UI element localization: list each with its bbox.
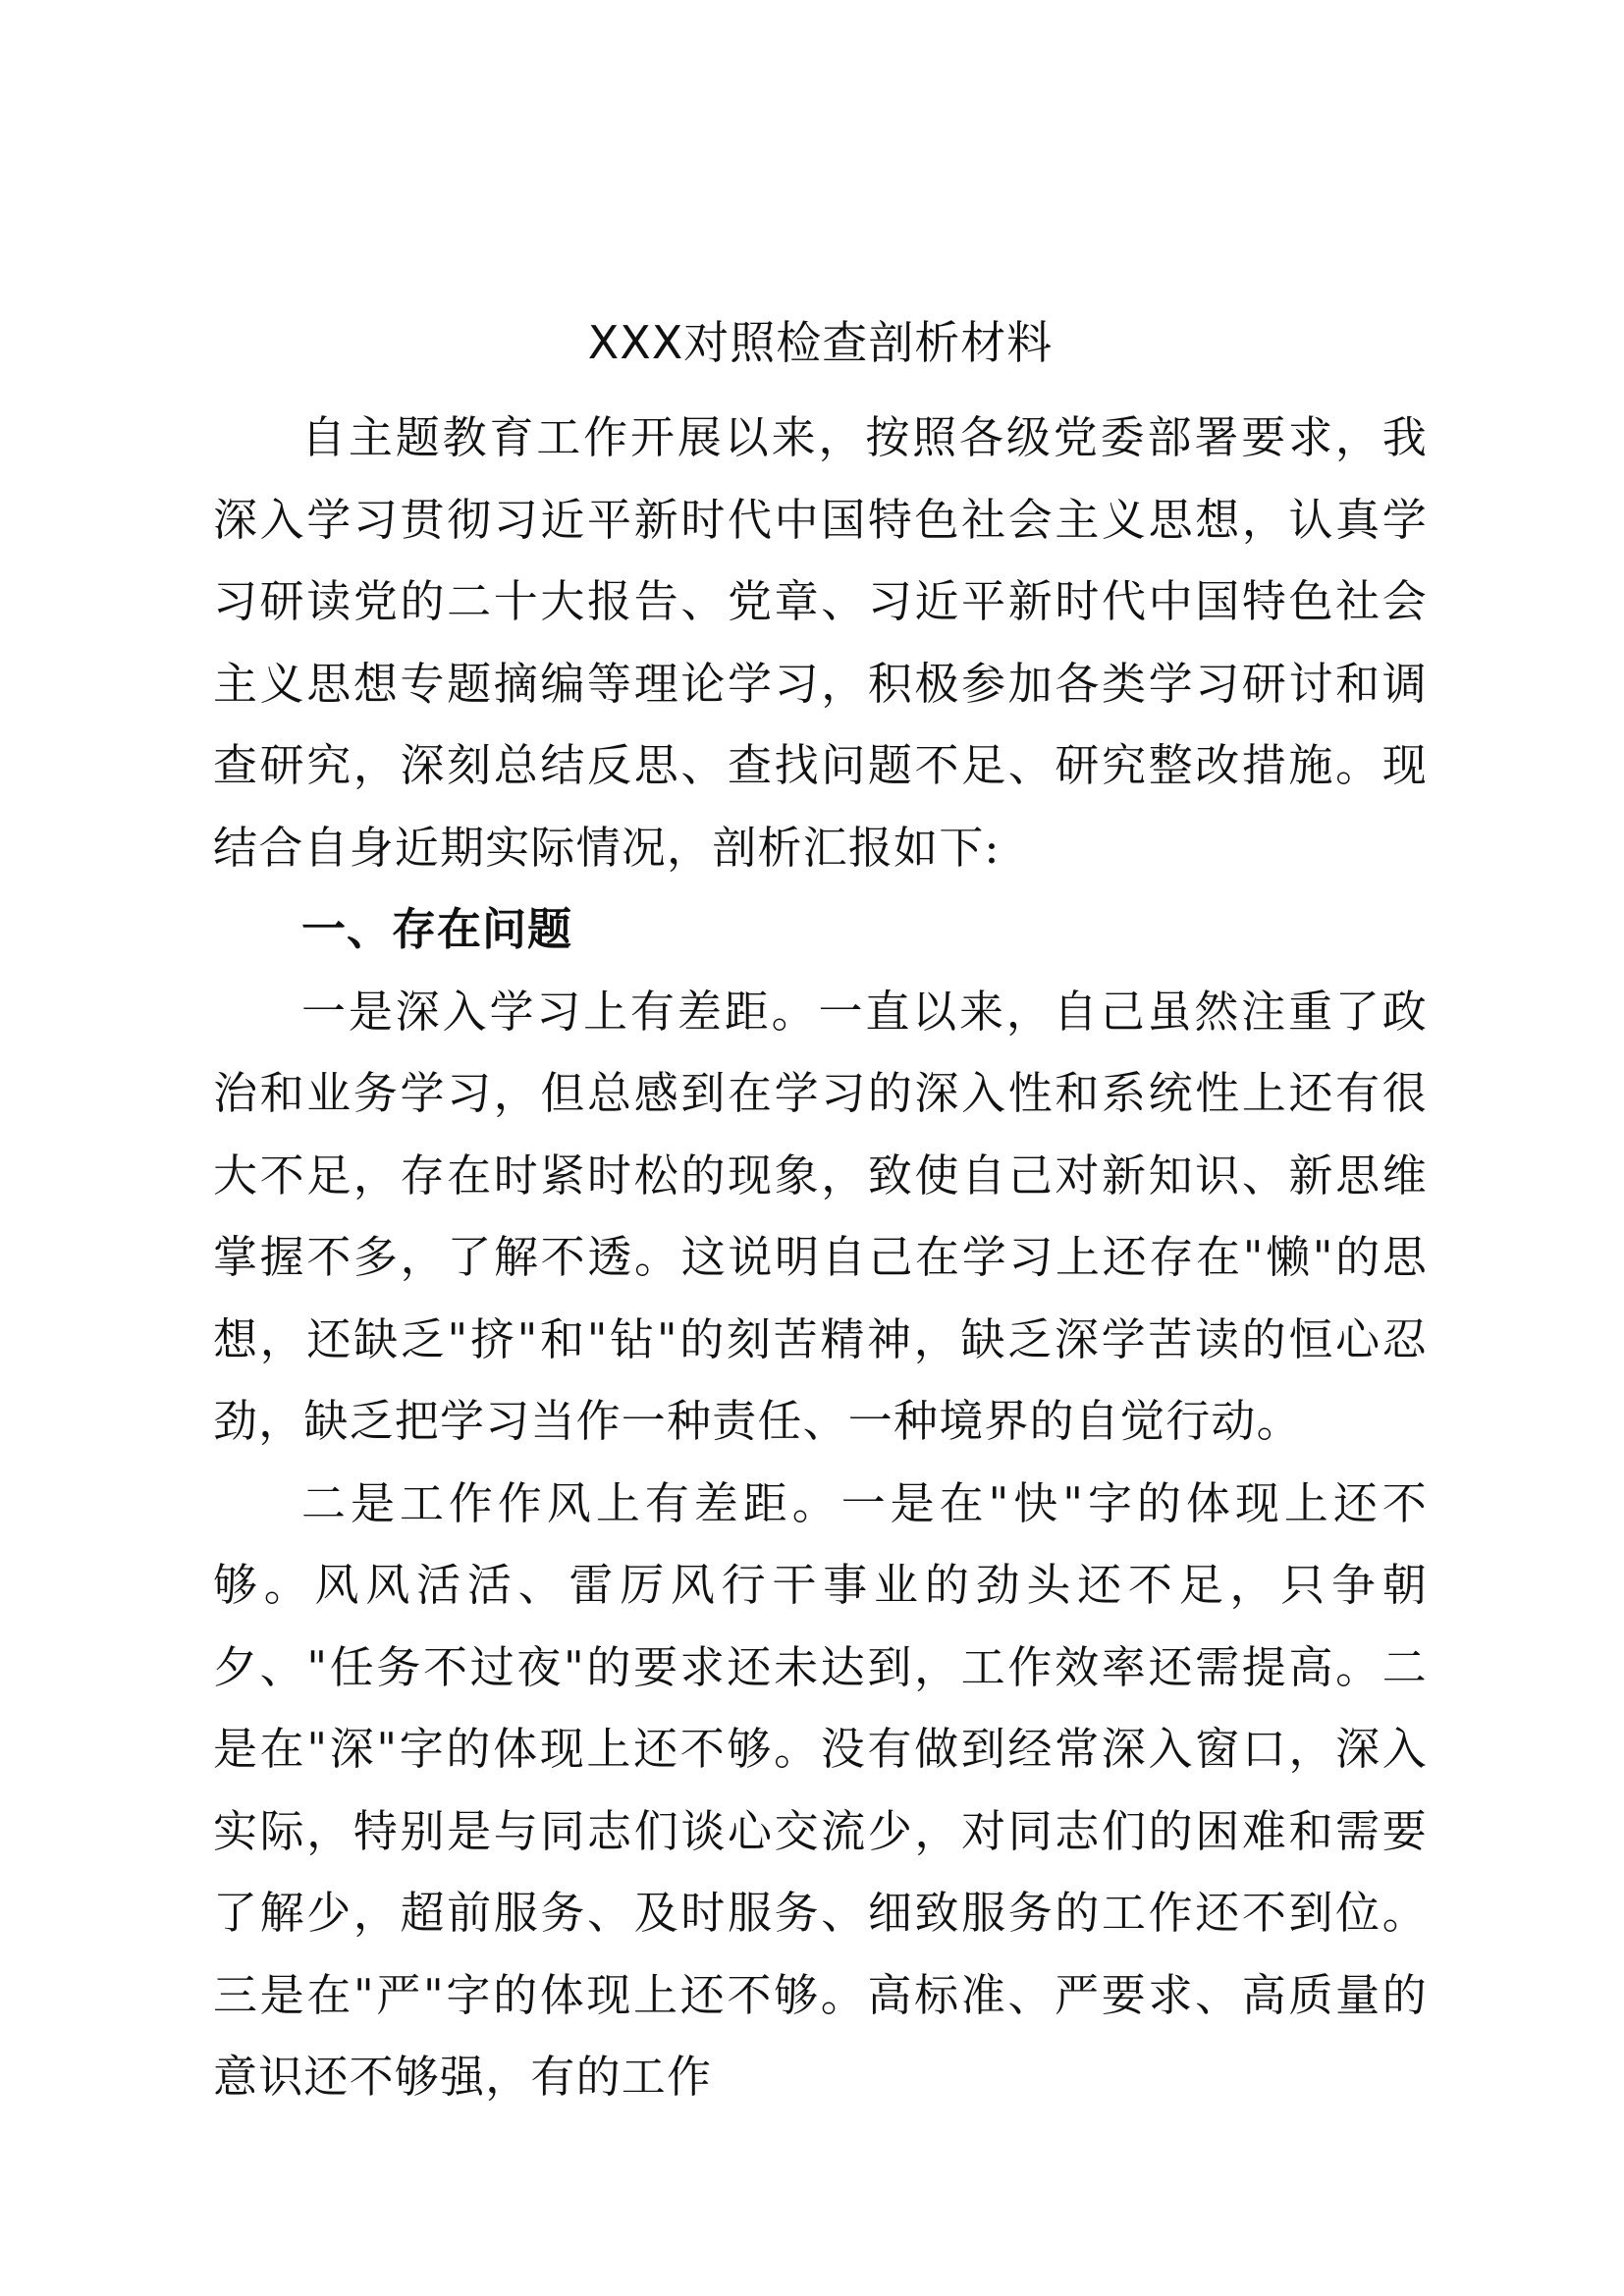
- intro-paragraph: 自主题教育工作开展以来，按照各级党委部署要求，我深入学习贯彻习近平新时代中国特色社会主义思想，认真学习研读党的二十大报告、党章、习近平新时代中国特色社会主义思想专题摘编等理论学习，积极参加各类学习研讨和调查研究，深刻总结反思、查找问题不足、研究整改措施。现结合自身近期实际情况，剖析汇报如下:: [213, 411, 1428, 874]
- document-title: XXX对照检查剖析材料: [587, 316, 1054, 369]
- paragraph-study-gap: 一是深入学习上有差距。一直以来，自己虽然注重了政治和业务学习，但总感到在学习的深入性和系统性上还有很大不足，存在时紧时松的现象，致使自己对新知识、新思维掌握不多，了解不透。这说明自己在学习上还存在"懒"的思想，还缺乏"挤"和"钻"的刻苦精神，缺乏深学苦读的恒心忍劲，缺乏把学习当作一种责任、一种境界的自觉行动。: [213, 985, 1428, 1447]
- paragraph-work-style-gap: 二是工作作风上有差距。一是在"快"字的体现上还不够。风风活活、雷厉风行干事业的劲头还不足，只争朝夕、"任务不过夜"的要求还未达到，工作效率还需提高。二是在"深"字的体现上还不够。没有做到经常深入窗口，深入实际，特别是与同志们谈心交流少，对同志们的困难和需要了解少，超前服务、及时服务、细致服务的工作还不到位。三是在"严"字的体现上还不够。高标准、严要求、高质量的意识还不够强，有的工作: [213, 1476, 1428, 2103]
- document-body: [213, 312, 1428, 2118]
- section-heading-problems: 一、存在问题: [301, 903, 573, 955]
